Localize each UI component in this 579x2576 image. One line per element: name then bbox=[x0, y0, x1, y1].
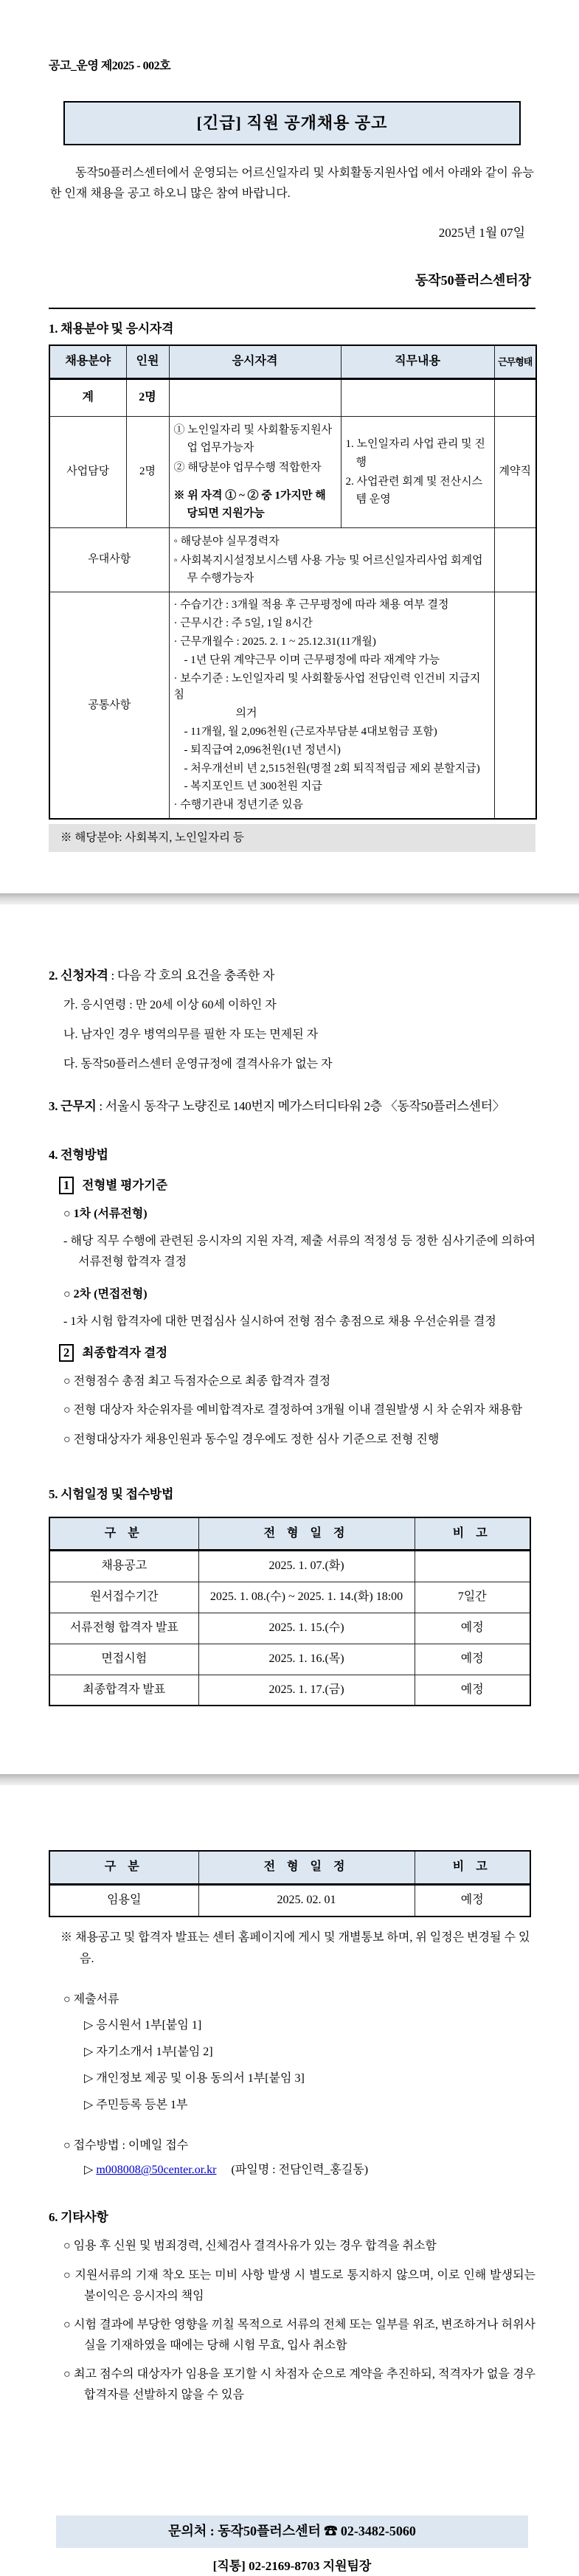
final-decision-item: ○ 전형 대상자 차순위자를 예비합격자로 결정하여 3개월 이내 결원발생 시 차 순위자 채용함 bbox=[63, 1404, 523, 1417]
round1-title: ○ 1차 (서류전형) bbox=[63, 1208, 148, 1221]
triangle-bullet-icon: ▷ bbox=[84, 2164, 94, 2177]
email-link[interactable]: m008008@50center.or.kr bbox=[96, 2164, 217, 2177]
document-item: ▷ 주민등록 등본 1부 bbox=[84, 2098, 188, 2111]
misc-item: ○ 지원서류의 기재 착오 또는 미비 사항 발생 시 별도로 통지하지 않으며, 이로 인해 발생되는 불이익은 응시자의 책임 bbox=[63, 2268, 535, 2302]
common-item: · 근무시간 : 주 5일, 1일 8시간 bbox=[173, 617, 313, 630]
qualification-item: ① 노인일자리 및 사회활동지원사업 업무가능자 bbox=[173, 424, 333, 454]
apply-email-line bbox=[84, 2161, 535, 2180]
total-field-cell: 계 bbox=[49, 379, 126, 417]
documents-heading: ○ 제출서류 bbox=[63, 1992, 119, 2006]
direct-phone-line: [직통] 02-2169-8703 지원팀장 bbox=[212, 2558, 372, 2573]
signer-title: 동작50플러스센터장 bbox=[415, 273, 531, 288]
table-row-job bbox=[49, 417, 536, 527]
section3-heading-rest: : 서울시 동작구 노량진로 140번지 메가스터디타워 2층 〈동작50플러스센터〉 bbox=[96, 1099, 505, 1114]
schedule-note: 예정 bbox=[415, 1613, 530, 1644]
section2-heading-bold: 2. 신청자격 bbox=[49, 969, 108, 983]
table-row-common bbox=[49, 592, 536, 819]
section2-heading-rest: : 다음 각 호의 요건을 충족한 자 bbox=[108, 969, 275, 983]
empty-cell bbox=[341, 379, 494, 417]
col-header-qualification: 응시자격 bbox=[169, 345, 341, 378]
contact-banner: 문의처 : 동작50플러스센터 ☎ 02-3482-5060 bbox=[56, 2516, 528, 2548]
duty-item: 2. 사업관련 회계 및 전산시스템 운영 bbox=[345, 475, 483, 506]
appointment-category: 임용일 bbox=[49, 1885, 198, 1917]
common-item: - 퇴직급여 2,096천원(1년 정년시) bbox=[184, 744, 341, 756]
schedule-category: 최종합격자 발표 bbox=[49, 1675, 198, 1706]
boxed-number-2: 2 bbox=[59, 1344, 74, 1362]
section5-heading: 5. 시험일정 및 접수방법 bbox=[49, 1487, 174, 1502]
col-header-duty: 직무내용 bbox=[341, 345, 494, 378]
email-filename-note: (파일명 : 전담인력_홍길동) bbox=[231, 2164, 369, 2177]
empty-cell bbox=[169, 379, 341, 417]
table-row-total bbox=[49, 379, 536, 417]
col-header-schedule: 전 형 일 정 bbox=[198, 1851, 415, 1884]
employment-type-cell: 계약직 bbox=[494, 417, 536, 527]
misc-item: ○ 시험 결과에 부당한 영향을 끼칠 목적으로 서류의 전체 또는 일부를 위조, 변조하거나 허위사실을 기재하였을 때에는 당해 시험 무효, 입사 취소함 bbox=[63, 2319, 535, 2352]
col-header-field: 채용분야 bbox=[49, 345, 126, 378]
section3-heading-bold: 3. 근무지 bbox=[49, 1099, 97, 1114]
preference-item: ◦ 해당분야 실무경력자 bbox=[173, 535, 280, 547]
final-decision-subheading bbox=[59, 1343, 535, 1363]
schedule-category: 면접시험 bbox=[49, 1644, 198, 1675]
schedule-note bbox=[415, 1551, 530, 1582]
schedule-note: 예정 bbox=[415, 1644, 530, 1675]
schedule-date: 2025. 1. 16.(목) bbox=[198, 1644, 415, 1675]
appointment-table bbox=[49, 1850, 531, 1917]
document-item: ▷ 자기소개서 1부[붙임 2] bbox=[84, 2046, 213, 2059]
schedule-table bbox=[49, 1517, 531, 1707]
schedule-row bbox=[49, 1551, 530, 1582]
preference-label-cell: 우대사항 bbox=[49, 527, 169, 592]
job-duty-cell bbox=[341, 417, 494, 527]
eligibility-item: 나. 남자인 경우 병역의무를 필한 자 또는 면제된 자 bbox=[63, 1028, 319, 1041]
appointment-date: 2025. 02. 01 bbox=[198, 1885, 415, 1917]
schedule-note: 7일간 bbox=[415, 1582, 530, 1613]
schedule-date: 2025. 1. 15.(수) bbox=[198, 1613, 415, 1644]
misc-item: ○ 최고 점수의 대상자가 임용을 포기할 시 차점자 순으로 계약을 추진하되, 적격자가 없을 경우 합격자를 선발하지 않을 수 있음 bbox=[63, 2368, 535, 2401]
col-header-count: 인원 bbox=[126, 345, 169, 378]
common-label-cell: 공통사항 bbox=[49, 592, 169, 819]
eligibility-item: 다. 동작50플러스센터 운영규정에 결격사유가 없는 자 bbox=[63, 1057, 333, 1070]
section1-heading: 1. 채용분야 및 응시자격 bbox=[49, 322, 174, 336]
appointment-note: 예정 bbox=[415, 1885, 530, 1917]
col-header-employment-type: 근무형태 bbox=[494, 345, 536, 378]
announcement-date: 2025년 1월 07일 bbox=[438, 225, 525, 240]
schedule-row bbox=[49, 1644, 530, 1675]
schedule-category: 원서접수기간 bbox=[49, 1582, 198, 1613]
preference-item: ◦ 사회복지시설정보시스템 사용 가능 및 어르신일자리사업 회계업무 수행가능자 bbox=[173, 554, 483, 585]
boxed-number-1: 1 bbox=[59, 1177, 74, 1194]
preference-content-cell bbox=[169, 527, 494, 592]
final-decision-subheading-label: 최종합격자 결정 bbox=[82, 1346, 168, 1360]
job-field-cell: 사업담당 bbox=[49, 417, 126, 527]
qualification-note: ※ 위 자격 ① ~ ② 중 1가지만 해당되면 지원가능 bbox=[173, 489, 326, 520]
common-item: 의거 bbox=[235, 707, 257, 720]
col-header-category: 구 분 bbox=[49, 1517, 198, 1551]
col-header-category: 구 분 bbox=[49, 1851, 198, 1884]
table-footnote-band: ※ 해당분야: 사회복지, 노인일자리 등 bbox=[49, 824, 535, 852]
document-item: ▷ 응시원서 1부[붙임 1] bbox=[84, 2019, 202, 2032]
table-header-row bbox=[49, 345, 536, 378]
schedule-date: 2025. 1. 07.(화) bbox=[198, 1551, 415, 1582]
col-header-note: 비 고 bbox=[415, 1851, 530, 1884]
round2-title: ○ 2차 (면접전형) bbox=[63, 1288, 148, 1301]
common-item: - 복지포인트 년 300천원 지급 bbox=[184, 780, 322, 793]
schedule-row bbox=[49, 1675, 530, 1706]
schedule-footnote: ※ 채용공고 및 합격자 발표는 센터 홈페이지에 게시 및 개별통보 하며, 위 일정은 변경될 수 있음. bbox=[60, 1931, 530, 1965]
section3-heading bbox=[49, 1097, 535, 1116]
schedule-row bbox=[49, 1582, 530, 1613]
page-separator bbox=[0, 893, 579, 904]
schedule-header-row bbox=[49, 1517, 530, 1551]
schedule-date: 2025. 1. 17.(금) bbox=[198, 1675, 415, 1706]
common-item: - 처우개선비 년 2,515천원(명절 2회 퇴직적립금 제외 분할지급) bbox=[184, 762, 480, 775]
round2-description: - 1차 시험 합격자에 대한 면접심사 실시하여 전형 점수 총점으로 채용 우선순위를 결정 bbox=[63, 1315, 496, 1328]
common-item: · 보수기준 : 노인일자리 및 사회활동사업 전담인력 인건비 지급지침 bbox=[173, 672, 481, 702]
empty-cell bbox=[494, 379, 536, 417]
empty-cell bbox=[494, 592, 536, 819]
criteria-subheading bbox=[59, 1176, 535, 1195]
document-item: ▷ 개인정보 제공 및 이용 동의서 1부[붙임 3] bbox=[84, 2071, 305, 2085]
eligibility-item: 가. 응시연령 : 만 20세 이상 60세 이하인 자 bbox=[63, 999, 277, 1012]
schedule-category: 채용공고 bbox=[49, 1551, 198, 1582]
duty-item: 1. 노인일자리 사업 관리 및 진행 bbox=[345, 438, 485, 468]
qualification-item: ② 해당분야 업무수행 적합한자 bbox=[173, 461, 322, 474]
appointment-row bbox=[49, 1885, 530, 1917]
job-count-cell: 2명 bbox=[126, 417, 169, 527]
section4-heading: 4. 전형방법 bbox=[49, 1148, 108, 1163]
common-item: - 11개월, 월 2,096천원 (근로자부담분 4대보험금 포함) bbox=[184, 726, 437, 738]
round1-description: - 해당 직무 수행에 관련된 응시자의 지원 자격, 제출 서류의 적정성 등 정한 심사기준에 의하여 서류전형 합격자 결정 bbox=[63, 1234, 535, 1268]
schedule-date: 2025. 1. 08.(수) ~ 2025. 1. 14.(화) 18:00 bbox=[198, 1582, 415, 1613]
divider-rule bbox=[49, 308, 535, 309]
schedule-row bbox=[49, 1613, 530, 1644]
criteria-subheading-label: 전형별 평가기준 bbox=[82, 1177, 168, 1192]
job-qualification-cell bbox=[169, 417, 341, 527]
apply-method-heading: ○ 접수방법 : 이메일 접수 bbox=[63, 2139, 189, 2152]
common-item: - 1년 단위 계약근무 이며 근무평정에 따라 재계약 가능 bbox=[184, 654, 440, 666]
schedule-note: 예정 bbox=[415, 1675, 530, 1706]
schedule-category: 서류전형 합격자 발표 bbox=[49, 1613, 198, 1644]
empty-cell bbox=[494, 527, 536, 592]
section6-heading: 6. 기타사항 bbox=[49, 2210, 108, 2225]
col-header-schedule: 전 형 일 정 bbox=[198, 1517, 415, 1551]
table-row-preference bbox=[49, 527, 536, 592]
common-item: · 근무개월수 : 2025. 2. 1 ~ 25.12.31(11개월) bbox=[173, 636, 376, 648]
final-decision-item: ○ 전형점수 총점 최고 득점자순으로 최종 합격자 결정 bbox=[63, 1374, 331, 1388]
misc-item: ○ 임용 후 신원 및 범죄경력, 신체검사 결격사유가 있는 경우 합격을 취소함 bbox=[63, 2240, 437, 2253]
common-content-cell bbox=[169, 592, 494, 819]
common-item: · 수습기간 : 3개월 적용 후 근무평정에 따라 채용 여부 결정 bbox=[173, 599, 449, 612]
page-separator bbox=[0, 1774, 579, 1785]
page-title: [긴급] 직원 공개채용 공고 bbox=[63, 101, 521, 145]
section2-heading bbox=[49, 966, 535, 986]
appointment-header-row bbox=[49, 1851, 530, 1884]
total-count-cell: 2명 bbox=[126, 379, 169, 417]
final-decision-item: ○ 전형대상자가 채용인원과 동수일 경우에도 정한 심사 기준으로 전형 진행 bbox=[63, 1433, 440, 1446]
recruitment-table bbox=[49, 344, 537, 820]
col-header-note: 비 고 bbox=[415, 1517, 530, 1551]
intro-paragraph: 동작50플러스센터에서 운영되는 어르신일자리 및 사회활동지원사업 에서 아래와 같이 유능한 인재 채용을 공고 하오니 많은 참여 바랍니다. bbox=[50, 166, 534, 200]
common-item: · 수행기관내 정년기준 있음 bbox=[173, 799, 304, 811]
doc-number: 공고_운영 제2025 - 002호 bbox=[49, 60, 171, 72]
